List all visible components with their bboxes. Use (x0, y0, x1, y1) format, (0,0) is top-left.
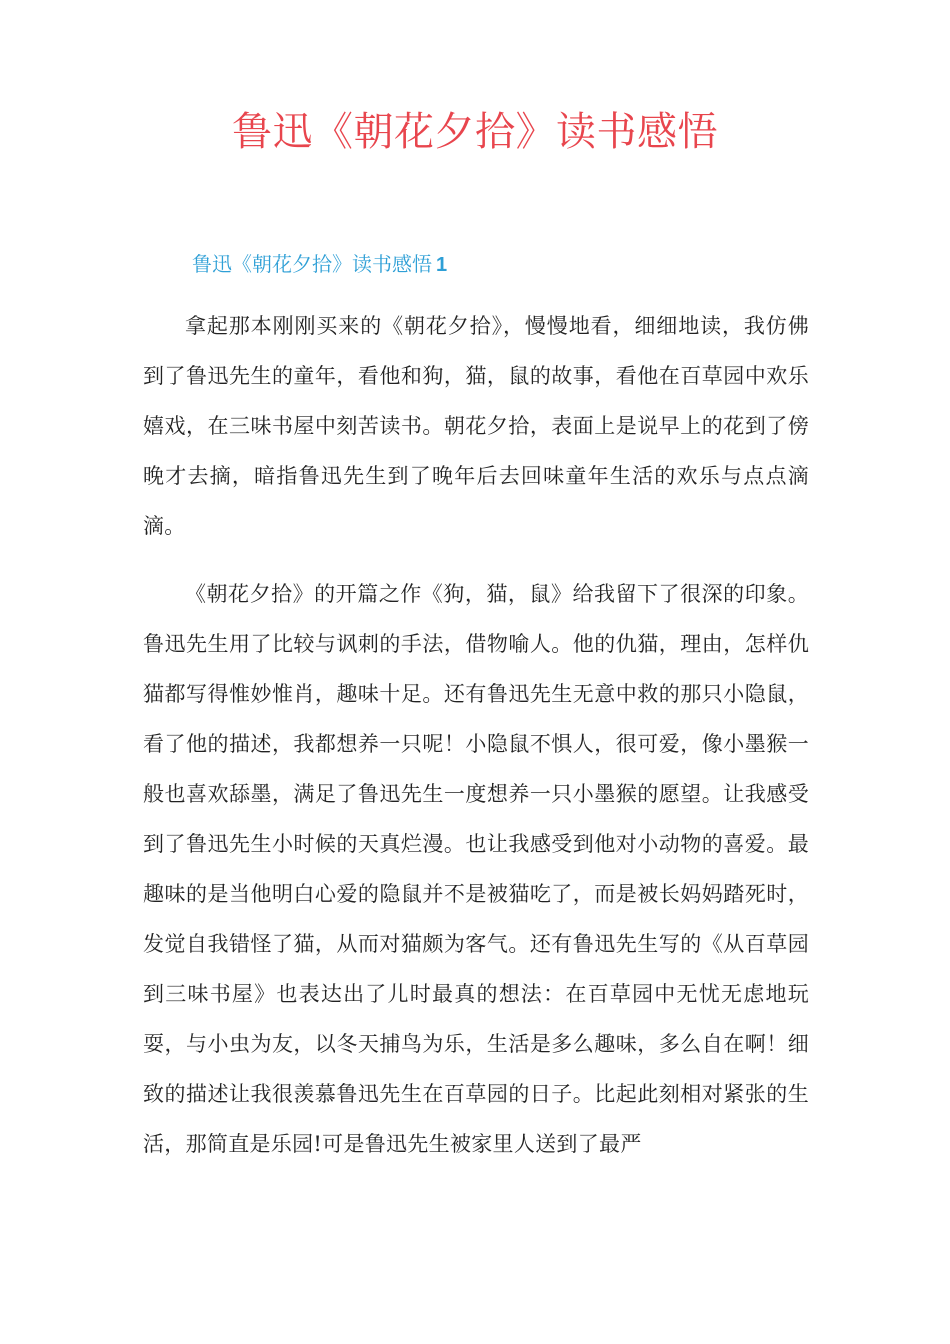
document-title: 鲁迅《朝花夕拾》读书感悟 (232, 109, 718, 155)
section-number: 1 (436, 254, 448, 276)
paragraph: 《朝花夕拾》的开篇之作《狗，猫，鼠》给我留下了很深的印象。鲁迅先生用了比较与讽刺的手法，借物喻人。他的仇猫，理由，怎样仇猫都写得惟妙惟肖，趣味十足。还有鲁迅先生无意中救的那只小隐鼠，看了他的描述，我都想养一只呢！小隐鼠不惧人，很可爱，像小墨猴一般也喜欢舔墨，满足了鲁迅先生一度想养一只小墨猴的愿望。让我感受到了鲁迅先生小时候的天真烂漫。也让我感受到他对小动物的喜爱。最趣味的是当他明白心爱的隐鼠并不是被猫吃了，而是被长妈妈踏死时，发觉自我错怪了猫，从而对猫颇为客气。还有鲁迅先生写的《从百草园到三味书屋》也表达出了儿时最真的想法：在百草园中无忧无虑地玩耍，与小虫为友，以冬天捕鸟为乐，生活是多么趣味，多么自在啊！细致的描述让我很羡慕鲁迅先生在百草园的日子。比起此刻相对紧张的生活，那简直是乐园!可是鲁迅先生被家里人送到了最严 (143, 582, 809, 1156)
section-heading (192, 248, 447, 281)
section-heading-text: 鲁迅《朝花夕拾》读书感悟 (192, 252, 432, 276)
paragraph: 拿起那本刚刚买来的《朝花夕拾》，慢慢地看，细细地读，我仿佛到了鲁迅先生的童年，看他和狗，猫，鼠的故事，看他在百草园中欢乐嬉戏，在三味书屋中刻苦读书。朝花夕拾，表面上是说早上的花到了傍晚才去摘，暗指鲁迅先生到了晚年后去回味童年生活的欢乐与点点滴滴。 (143, 314, 809, 538)
